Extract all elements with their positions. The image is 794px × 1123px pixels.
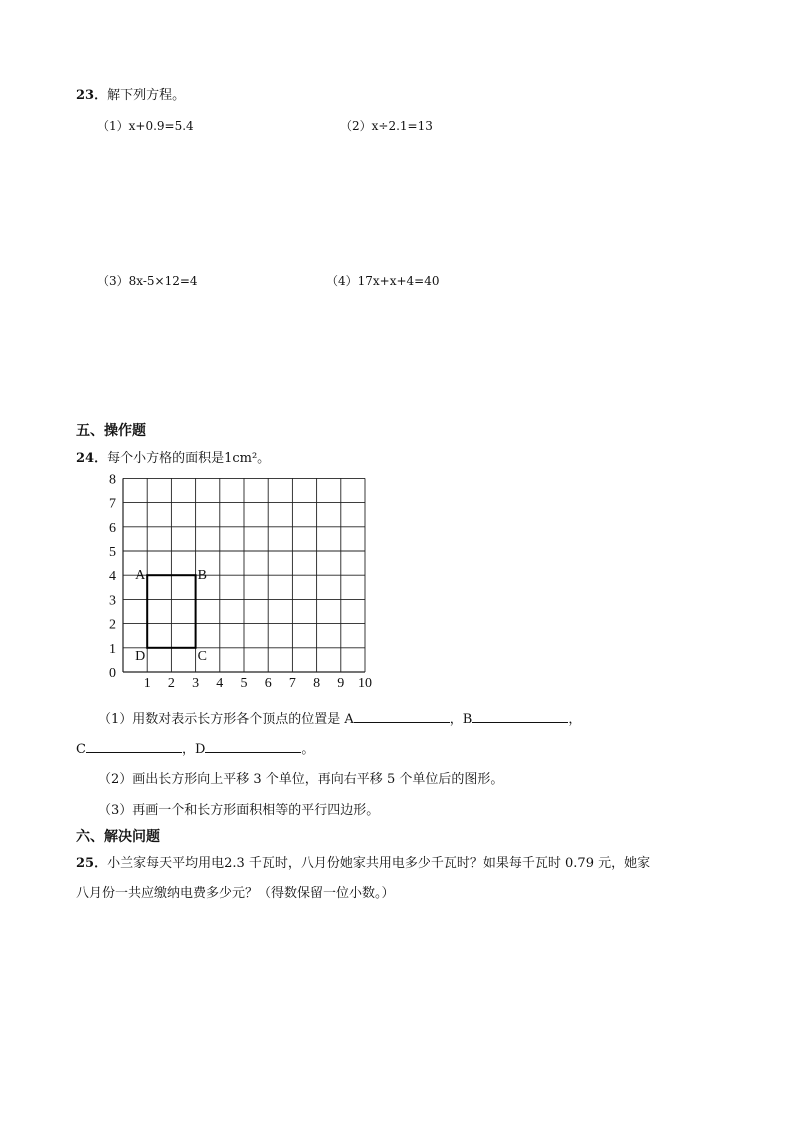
x-tick-label-10: 10 bbox=[358, 676, 372, 691]
y-tick-label-1: 1 bbox=[109, 641, 116, 657]
q23-title bbox=[76, 84, 185, 103]
q23-equation-2: （2）x÷2.1=13 bbox=[340, 119, 433, 133]
x-tick-label-1: 1 bbox=[143, 676, 151, 691]
q24-sub1-sep-b: ，B bbox=[449, 712, 473, 727]
q24-sub1-text: （1）用数对表示长方形各个顶点的位置是 A bbox=[98, 712, 354, 727]
q24-number: 24． bbox=[76, 451, 108, 466]
answer-blank-d[interactable] bbox=[205, 740, 301, 753]
answer-blank-a[interactable] bbox=[354, 710, 450, 723]
section-6-heading: 六、解决问题 bbox=[76, 829, 160, 845]
y-tick-label-5: 5 bbox=[109, 545, 116, 560]
q24-sub2: （2）画出长方形向上平移 3 个单位，再向右平移 5 个单位后的图形。 bbox=[98, 772, 504, 787]
x-tick-label-6: 6 bbox=[264, 676, 272, 691]
q23-text: 解下列方程。 bbox=[107, 88, 186, 103]
y-tick-label-2: 2 bbox=[109, 617, 116, 633]
vertex-label-d: D bbox=[135, 648, 146, 664]
x-tick-label-2: 2 bbox=[167, 676, 175, 691]
q25-number: 25． bbox=[76, 856, 108, 871]
grid-axis-labels bbox=[109, 472, 372, 691]
q24-sub3: （3）再画一个和长方形面积相等的平行四边形。 bbox=[98, 803, 380, 818]
x-tick-label-9: 9 bbox=[337, 676, 345, 691]
q25-text-1: 小兰家每天平均用电2.3 千瓦时，八月份她家共用电多少千瓦时？如果每千瓦时 0.79 元，她家 bbox=[107, 856, 651, 871]
q23-equation-3: （3）8x-5×12=4 bbox=[97, 274, 198, 288]
y-tick-label-6: 6 bbox=[109, 520, 116, 536]
x-tick-label-8: 8 bbox=[313, 676, 321, 691]
x-tick-label-5: 5 bbox=[240, 676, 248, 691]
q23-equation-4: （4）17x+x+4=40 bbox=[326, 274, 440, 288]
vertex-label-a: A bbox=[135, 568, 146, 584]
q24-sub1-sep-d: ，D bbox=[181, 742, 206, 757]
y-tick-label-3: 3 bbox=[109, 593, 116, 609]
q24-sub1-line1 bbox=[98, 708, 581, 727]
y-tick-label-7: 7 bbox=[109, 496, 116, 512]
q24-sub1-end: 。 bbox=[301, 742, 315, 757]
vertex-label-b: B bbox=[197, 568, 207, 584]
y-tick-label-4: 4 bbox=[109, 569, 116, 585]
q24-title bbox=[76, 447, 270, 466]
q23-number: 23． bbox=[76, 88, 108, 103]
answer-blank-b[interactable] bbox=[472, 710, 568, 723]
y-tick-label-8: 8 bbox=[109, 472, 116, 488]
x-tick-label-3: 3 bbox=[192, 676, 200, 691]
coordinate-grid bbox=[100, 472, 370, 690]
q25-line2: 八月份一共应缴纳电费多少元？（得数保留一位小数。） bbox=[76, 886, 395, 901]
q24-sub1-label-c: C bbox=[76, 742, 86, 757]
x-tick-label-4: 4 bbox=[216, 676, 224, 691]
q24-text: 每个小方格的面积是1cm²。 bbox=[107, 451, 271, 466]
q24-sub1-line2 bbox=[76, 738, 314, 757]
section-5-heading: 五、操作题 bbox=[76, 423, 146, 439]
vertex-label-c: C bbox=[197, 648, 207, 664]
x-tick-label-7: 7 bbox=[288, 676, 296, 691]
q23-equation-1: （1）x+0.9=5.4 bbox=[97, 119, 194, 133]
y-tick-label-0: 0 bbox=[109, 666, 116, 681]
q24-sub1-sep-c: ， bbox=[568, 712, 582, 727]
q25-line1 bbox=[76, 852, 650, 871]
answer-blank-c[interactable] bbox=[86, 740, 182, 753]
